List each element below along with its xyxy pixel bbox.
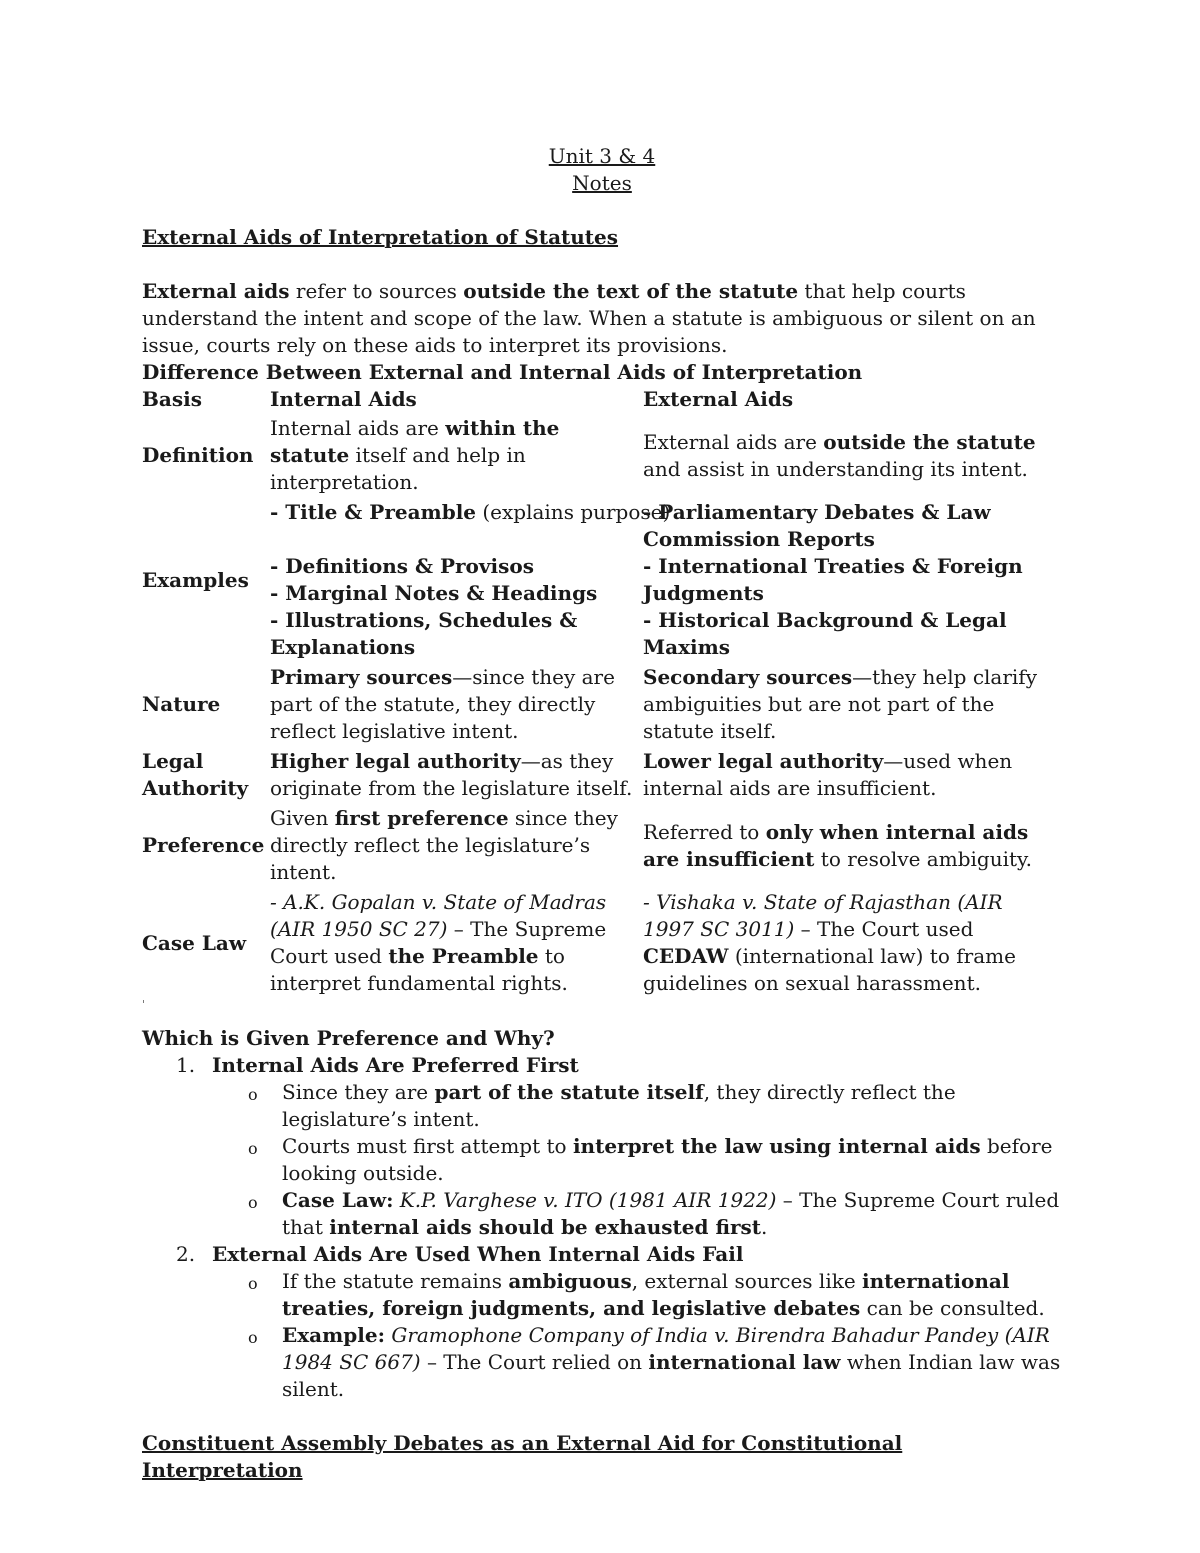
stray-mark: ': [142, 998, 146, 1011]
header-internal: Internal Aids: [270, 387, 417, 411]
list-item-2-bullet-1: o If the statute remains ambiguous, external sources like international treaties, foreign judgments, and legislative debates can be consulted.: [248, 1269, 1045, 1320]
comparison-table: [142, 386, 1047, 998]
table-header-row: [142, 386, 1047, 413]
list-item-1-bullet-3: o Case Law: K.P. Varghese v. ITO (1981 AIR 1922) – The Supreme Court ruled that internal aids should be exhausted first.: [248, 1188, 1060, 1239]
list-item-2: 2. External Aids Are Used When Internal Aids Fail: [176, 1242, 744, 1266]
table-row-case-law: Case Law - A.K. Gopalan v. State of Madras (AIR 1950 SC 27) – The Supreme Court used the Preamble to interpret fundamental rights. - Vishaka v. State of Rajasthan (AIR 1997 SC 3011) – The Court used CEDAW (international law) to frame guidelines on sexual harassment.: [142, 890, 1016, 995]
unit-title: Unit 3 & 4: [548, 144, 656, 168]
list-item-2-bullet-2: o Example: Gramophone Company of India v. Birendra Bahadur Pandey (AIR 1984 SC 667) – The Court relied on international law when Indian law was silent.: [248, 1323, 1061, 1401]
document-body: [142, 143, 1062, 1484]
notes-title: Notes: [572, 171, 632, 195]
list-item-1: 1. Internal Aids Are Preferred First: [176, 1053, 579, 1077]
header-basis: Basis: [142, 387, 202, 411]
table-row-nature: Nature Primary sources—since they are part of the statute, they directly reflect legislative intent. Secondary sources—they help clarify ambiguities but are not part of the statute itself.: [142, 665, 1038, 743]
table-row-preference: Preference Given first preference since they directly reflect the legislature’s intent. Referred to only when internal aids are insufficient to resolve ambiguity.: [142, 806, 1033, 884]
table-row-definition: Definition Internal aids are within the statute itself and help in interpretation. External aids are outside the statute and assist in understanding its intent.: [142, 416, 1036, 494]
intro-paragraph: External aids refer to sources outside the text of the statute that help courts understand the intent and scope of the law. When a statute is ambiguous or silent on an issue, courts rely on these aids to interpret its provisions.: [142, 279, 1036, 357]
table-row-legal-authority: Legal Authority Higher legal authority—as they originate from the legislature itself. Lower legal authority—used when internal aids are insufficient.: [142, 749, 1013, 800]
table-row-examples: Examples - Title & Preamble (explains purpose) - Definitions & Provisos - Marginal Notes & Headings - Illustrations, Schedules & Explanations - Parliamentary Debates & Law Commission Reports - International Treaties & Foreign Judgments - Historical Background & Legal Maxims: [142, 500, 1023, 659]
list-item-1-bullet-1: o Since they are part of the statute itself, they directly reflect the legislature’s intent.: [248, 1080, 956, 1131]
section-heading-external-aids: External Aids of Interpretation of Statutes: [142, 225, 619, 249]
section-heading-preference: Which is Given Preference and Why?: [142, 1026, 555, 1050]
table-title: Difference Between External and Internal Aids of Interpretation: [142, 360, 863, 384]
header-external: External Aids: [643, 387, 794, 411]
list-item-1-bullet-2: o Courts must first attempt to interpret the law using internal aids before looking outside.: [248, 1134, 1053, 1185]
section-heading-constituent-assembly: Constituent Assembly Debates as an External Aid for Constitutional Interpretation: [142, 1431, 903, 1482]
